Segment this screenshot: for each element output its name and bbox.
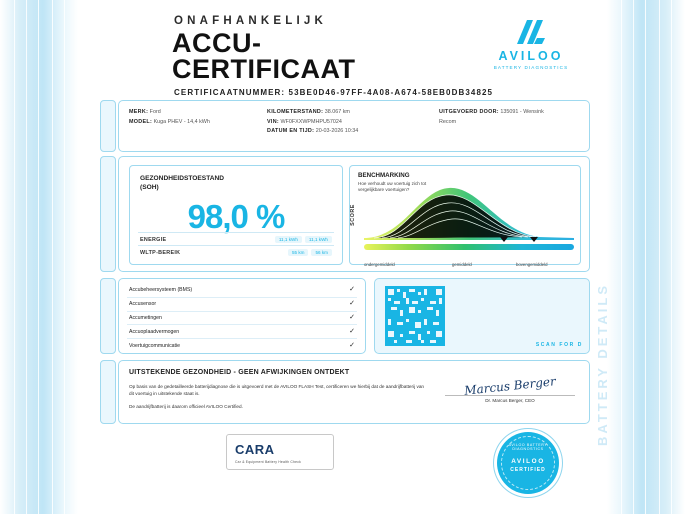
vehicle-column-3 — [439, 108, 544, 127]
results-section — [118, 156, 590, 272]
check-icon: ✓ — [349, 300, 355, 308]
benchmark-subtitle: Hoe verhoudt uw voertuig zich tot vergelijkbare voertuigen? — [358, 181, 427, 192]
soh-metric-value: 56 km — [311, 249, 332, 256]
page-title — [172, 30, 355, 82]
soh-title-line-2: (SOH) — [140, 184, 159, 191]
controls-section-tab — [100, 278, 116, 354]
seal-sub-text: CERTIFIED — [510, 467, 546, 473]
check-icon: ✓ — [349, 327, 355, 335]
check-icon: ✓ — [349, 286, 355, 294]
soh-metric-row — [138, 232, 334, 245]
controls-list — [127, 284, 357, 352]
right-decorative-stripe — [607, 0, 685, 514]
cara-tagline: Car & Equipment Battery Health Check — [235, 460, 301, 464]
vehicle-field-value: 20-03-2026 10:34 — [315, 128, 359, 134]
vehicle-field — [439, 118, 544, 128]
vehicle-section — [118, 100, 590, 152]
results-section-tab — [100, 156, 116, 272]
soh-metric-value: 11,1 kWh — [275, 236, 302, 243]
vehicle-field — [439, 108, 544, 118]
controls-section — [118, 278, 366, 354]
aviloo-mark-icon — [514, 17, 548, 47]
header-kicker: ONAFHANKELIJK — [174, 15, 327, 27]
seal-brand-text: AVILOO — [511, 458, 545, 465]
control-name: Accusensor — [129, 301, 157, 308]
evaluation-section — [118, 360, 590, 424]
list-item — [127, 298, 357, 312]
benchmark-vehicle-arrow — [530, 237, 538, 242]
signature-image: Marcus Berger — [463, 374, 557, 398]
soh-metric-value: 55 km — [288, 249, 309, 256]
vehicle-field-key: UITGEVOERD DOOR: — [439, 109, 499, 115]
certificate-number-label: CERTIFICAATNUMMER: — [174, 88, 286, 97]
list-item — [127, 339, 357, 352]
cara-logo — [226, 434, 334, 470]
certificate-sheet — [78, 0, 610, 514]
check-icon: ✓ — [349, 313, 355, 321]
certificate-header — [78, 0, 607, 96]
qr-scan-label: SCAN FOR D — [535, 342, 583, 348]
benchmark-marker-arrow — [500, 237, 508, 242]
evaluation-section-tab — [100, 360, 116, 424]
cara-logo-text: CARA — [235, 442, 275, 457]
vehicle-field — [267, 118, 358, 128]
vehicle-field-key: DATUM EN TIJD: — [267, 128, 315, 134]
vehicle-field-key: MODEL: — [129, 118, 153, 125]
list-item — [127, 325, 357, 339]
vehicle-field-value: 38.067 km — [324, 109, 350, 115]
vehicle-field-key: KILOMETERSTAND: — [267, 109, 324, 115]
benchmark-tick: gemiddeld — [452, 262, 472, 267]
evaluation-title: UITSTEKENDE GEZONDHEID - GEEN AFWIJKINGEN ONTDEKT — [129, 369, 350, 376]
control-name: Voertuigcommunicatie — [129, 342, 181, 349]
vehicle-field-key: MERK: — [129, 109, 149, 115]
evaluation-paragraph-1: Op basis van de gedetailleerde batterijdiagnose die is uitgevoerd met de AVILOO FLASH Test, certificeren we hierbij dat de aandrijfbatterij van dit voertuig in uitstekende staat is. — [129, 384, 425, 396]
certificate-number — [174, 88, 493, 97]
certified-seal — [497, 432, 559, 494]
soh-metric-label: WLTP-BEREIK — [140, 249, 181, 256]
title-line-2: CERTIFICAAT — [172, 54, 356, 84]
benchmark-distribution-curve — [364, 180, 574, 240]
vehicle-field-value: Recom — [439, 118, 457, 125]
aviloo-logo — [483, 17, 579, 70]
benchmark-tick: bovengemiddeld — [516, 262, 548, 267]
evaluation-body — [129, 383, 429, 416]
vehicle-field — [129, 118, 210, 128]
soh-metric-value: 11,1 kWh — [305, 236, 332, 243]
vehicle-column-1 — [129, 108, 210, 127]
qr-watermark-text: BATTERY DETAILS — [595, 283, 610, 446]
soh-metric-label: ENERGIE — [140, 236, 167, 243]
vehicle-field-value: Ford — [149, 109, 161, 115]
signer-name: Dr. Marcus Berger, CEO — [445, 395, 575, 403]
vehicle-field — [267, 108, 358, 118]
control-name: Accubeheersysteem (BMS) — [129, 287, 193, 294]
benchmark-axis-label: SCORE — [349, 204, 356, 226]
check-icon: ✓ — [349, 341, 355, 349]
vehicle-field-value: 135091 - Wensink — [500, 109, 544, 115]
logo-sub-text: BATTERY DIAGNOSTICS — [493, 65, 569, 70]
logo-brand-text: AVILOO — [498, 49, 564, 63]
soh-title — [140, 174, 224, 192]
vehicle-field-key: VIN: — [267, 118, 279, 125]
left-decorative-stripe — [0, 0, 78, 514]
evaluation-paragraph-2: De aandrijfbatterij is daarom officieel AVILOO Certified. — [129, 404, 243, 409]
qr-code[interactable] — [385, 286, 445, 346]
benchmark-tick: ondergemiddeld — [364, 262, 395, 267]
benchmark-title: BENCHMARKING — [358, 172, 410, 179]
benchmark-panel — [349, 165, 581, 265]
seal-top-text: AVILOO BATTERY DIAGNOSTICS — [508, 443, 548, 451]
vehicle-field — [267, 127, 358, 137]
control-name: Accuoplaadvermogen — [129, 328, 180, 335]
control-name: Accumetingen — [129, 314, 162, 321]
list-item — [127, 312, 357, 326]
vehicle-field-value: WF0FXXWPMHPU57024 — [280, 118, 342, 125]
signature-block — [445, 374, 575, 403]
certificate-number-value: 53BE0D46-97FF-4A08-A674-58EB0DB34825 — [288, 88, 494, 97]
soh-panel — [129, 165, 343, 265]
list-item — [127, 284, 357, 298]
soh-title-line-1: GEZONDHEIDSTOESTAND — [140, 175, 225, 182]
title-line-1: ACCU- — [172, 28, 262, 58]
vehicle-section-tab — [100, 100, 116, 152]
soh-value: 98,0 % — [187, 198, 285, 235]
vehicle-field — [129, 108, 210, 118]
vehicle-column-2 — [267, 108, 358, 137]
soh-metric-row — [138, 245, 334, 258]
vehicle-field-value: Kuga PHEV - 14,4 kWh — [153, 118, 210, 125]
benchmark-color-bar — [364, 244, 574, 250]
soh-metrics — [138, 232, 334, 258]
